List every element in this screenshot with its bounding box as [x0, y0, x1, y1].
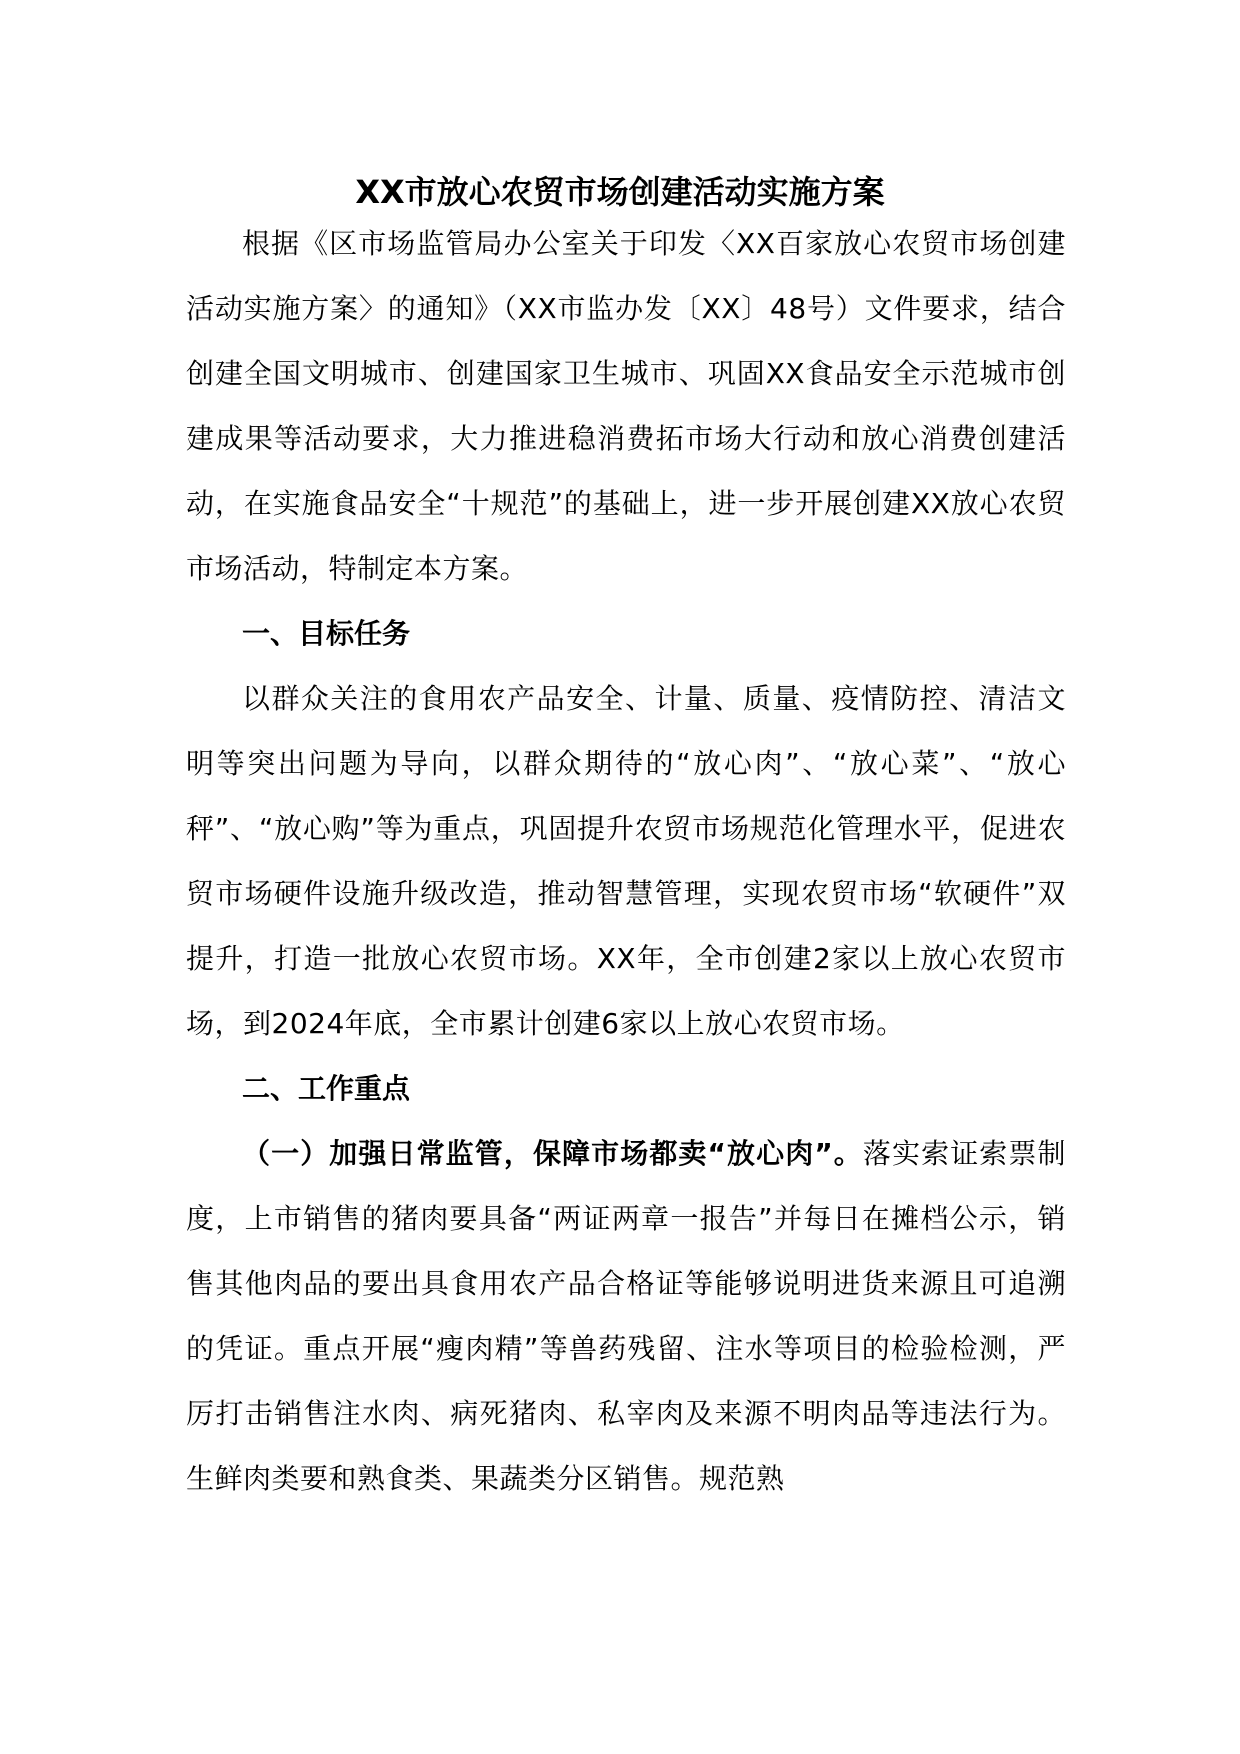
document-body — [186, 211, 1066, 1511]
intro-paragraph: 根据《区市场监管局办公室关于印发〈XX百家放心农贸市场创建活动实施方案〉的通知》（XX市监办发〔XX〕48号）文件要求，结合创建全国文明城市、创建国家卫生城市、巩固XX食品安全示范城市创建成果等活动要求，大力推进稳消费拓市场大行动和放心消费创建活动，在实施食品安全“十规范”的基础上，进一步开展创建XX放心农贸市场活动，特制定本方案。 — [186, 227, 1066, 585]
document-title: XX市放心农贸市场创建活动实施方案 — [355, 173, 885, 211]
section-heading-goals: 一、目标任务 — [242, 617, 411, 650]
goals-paragraph: 以群众关注的食用农产品安全、计量、质量、疫情防控、清洁文明等突出问题为导向，以群众期待的“放心肉”、“放心菜”、“放心秤”、“放心购”等为重点，巩固提升农贸市场规范化管理水平，促进农贸市场硬件设施升级改造，推动智慧管理，实现农贸市场“软硬件”双提升，打造一批放心农贸市场。XX年，全市创建2家以上放心农贸市场，到2024年底，全市累计创建6家以上放心农贸市场。 — [186, 682, 1066, 1040]
focus-item-1-text: 落实索证索票制度，上市销售的猪肉要具备“两证两章一报告”并每日在摊档公示，销售其他肉品的要出具食用农产品合格证等能够说明进货来源且可追溯的凭证。重点开展“瘦肉精”等兽药残留、注水等项目的检验检测，严厉打击销售注水肉、病死猪肉、私宰肉及来源不明肉品等违法行为。生鲜肉类要和熟食类、果蔬类分区销售。规范熟 — [186, 1137, 1066, 1495]
focus-item-1-lead: （一）加强日常监管，保障市场都卖“放心肉”。 — [242, 1137, 863, 1170]
focus-item-1-paragraph — [186, 1121, 1066, 1511]
section-heading-focus: 二、工作重点 — [242, 1072, 411, 1105]
